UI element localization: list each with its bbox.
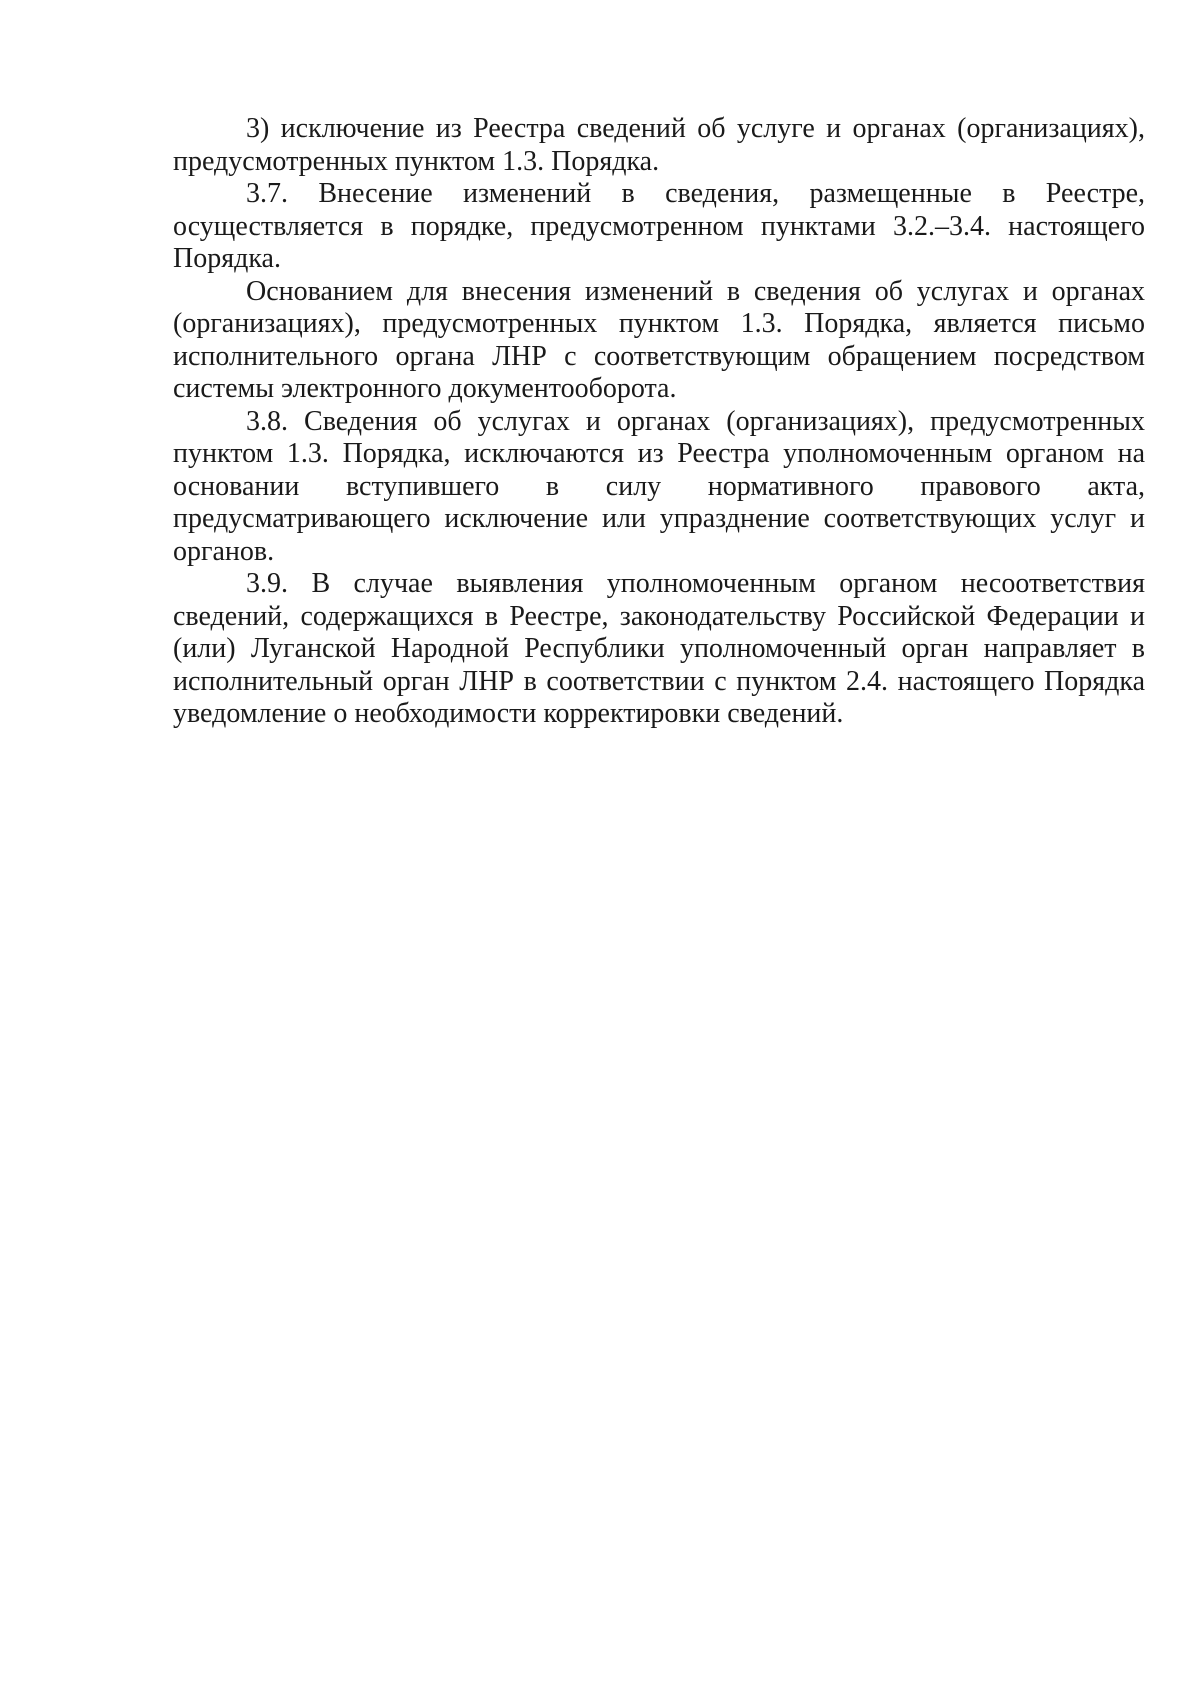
paragraph-3-9: 3.9. В случае выявления уполномоченным органом несоответствия сведений, содержащихся в Реестре, законодательству Российской Федерации и (или) Луганской Народной Республики уполномоченный орган направляет в исполнительный орган ЛНР в соответствии с пунктом 2.4. настоящего Порядка уведомление о необходимости корректировки сведений.	[173, 568, 1145, 729]
paragraph-item-3-exclusion: 3) исключение из Реестра сведений об услуге и органах (организациях), предусмотренных пунктом 1.3. Порядка.	[173, 113, 1145, 177]
paragraph-3-7: 3.7. Внесение изменений в сведения, размещенные в Реестре, осуществляется в порядке, предусмотренном пунктами 3.2.–3.4. настоящего Порядка.	[173, 178, 1145, 274]
paragraph-3-7-basis: Основанием для внесения изменений в сведения об услугах и органах (организациях), предусмотренных пунктом 1.3. Порядка, является письмо исполнительного органа ЛНР с соответствующим обращением посредством системы электронного документооборота.	[173, 275, 1145, 404]
paragraph-3-8: 3.8. Сведения об услугах и органах (организациях), предусмотренных пунктом 1.3. Порядка, исключаются из Реестра уполномоченным органом на основании вступившего в силу нормативного правового акта, предусматривающего исключение или упразднение соответствующих услуг и органов.	[173, 405, 1145, 567]
document-body	[173, 113, 1145, 731]
